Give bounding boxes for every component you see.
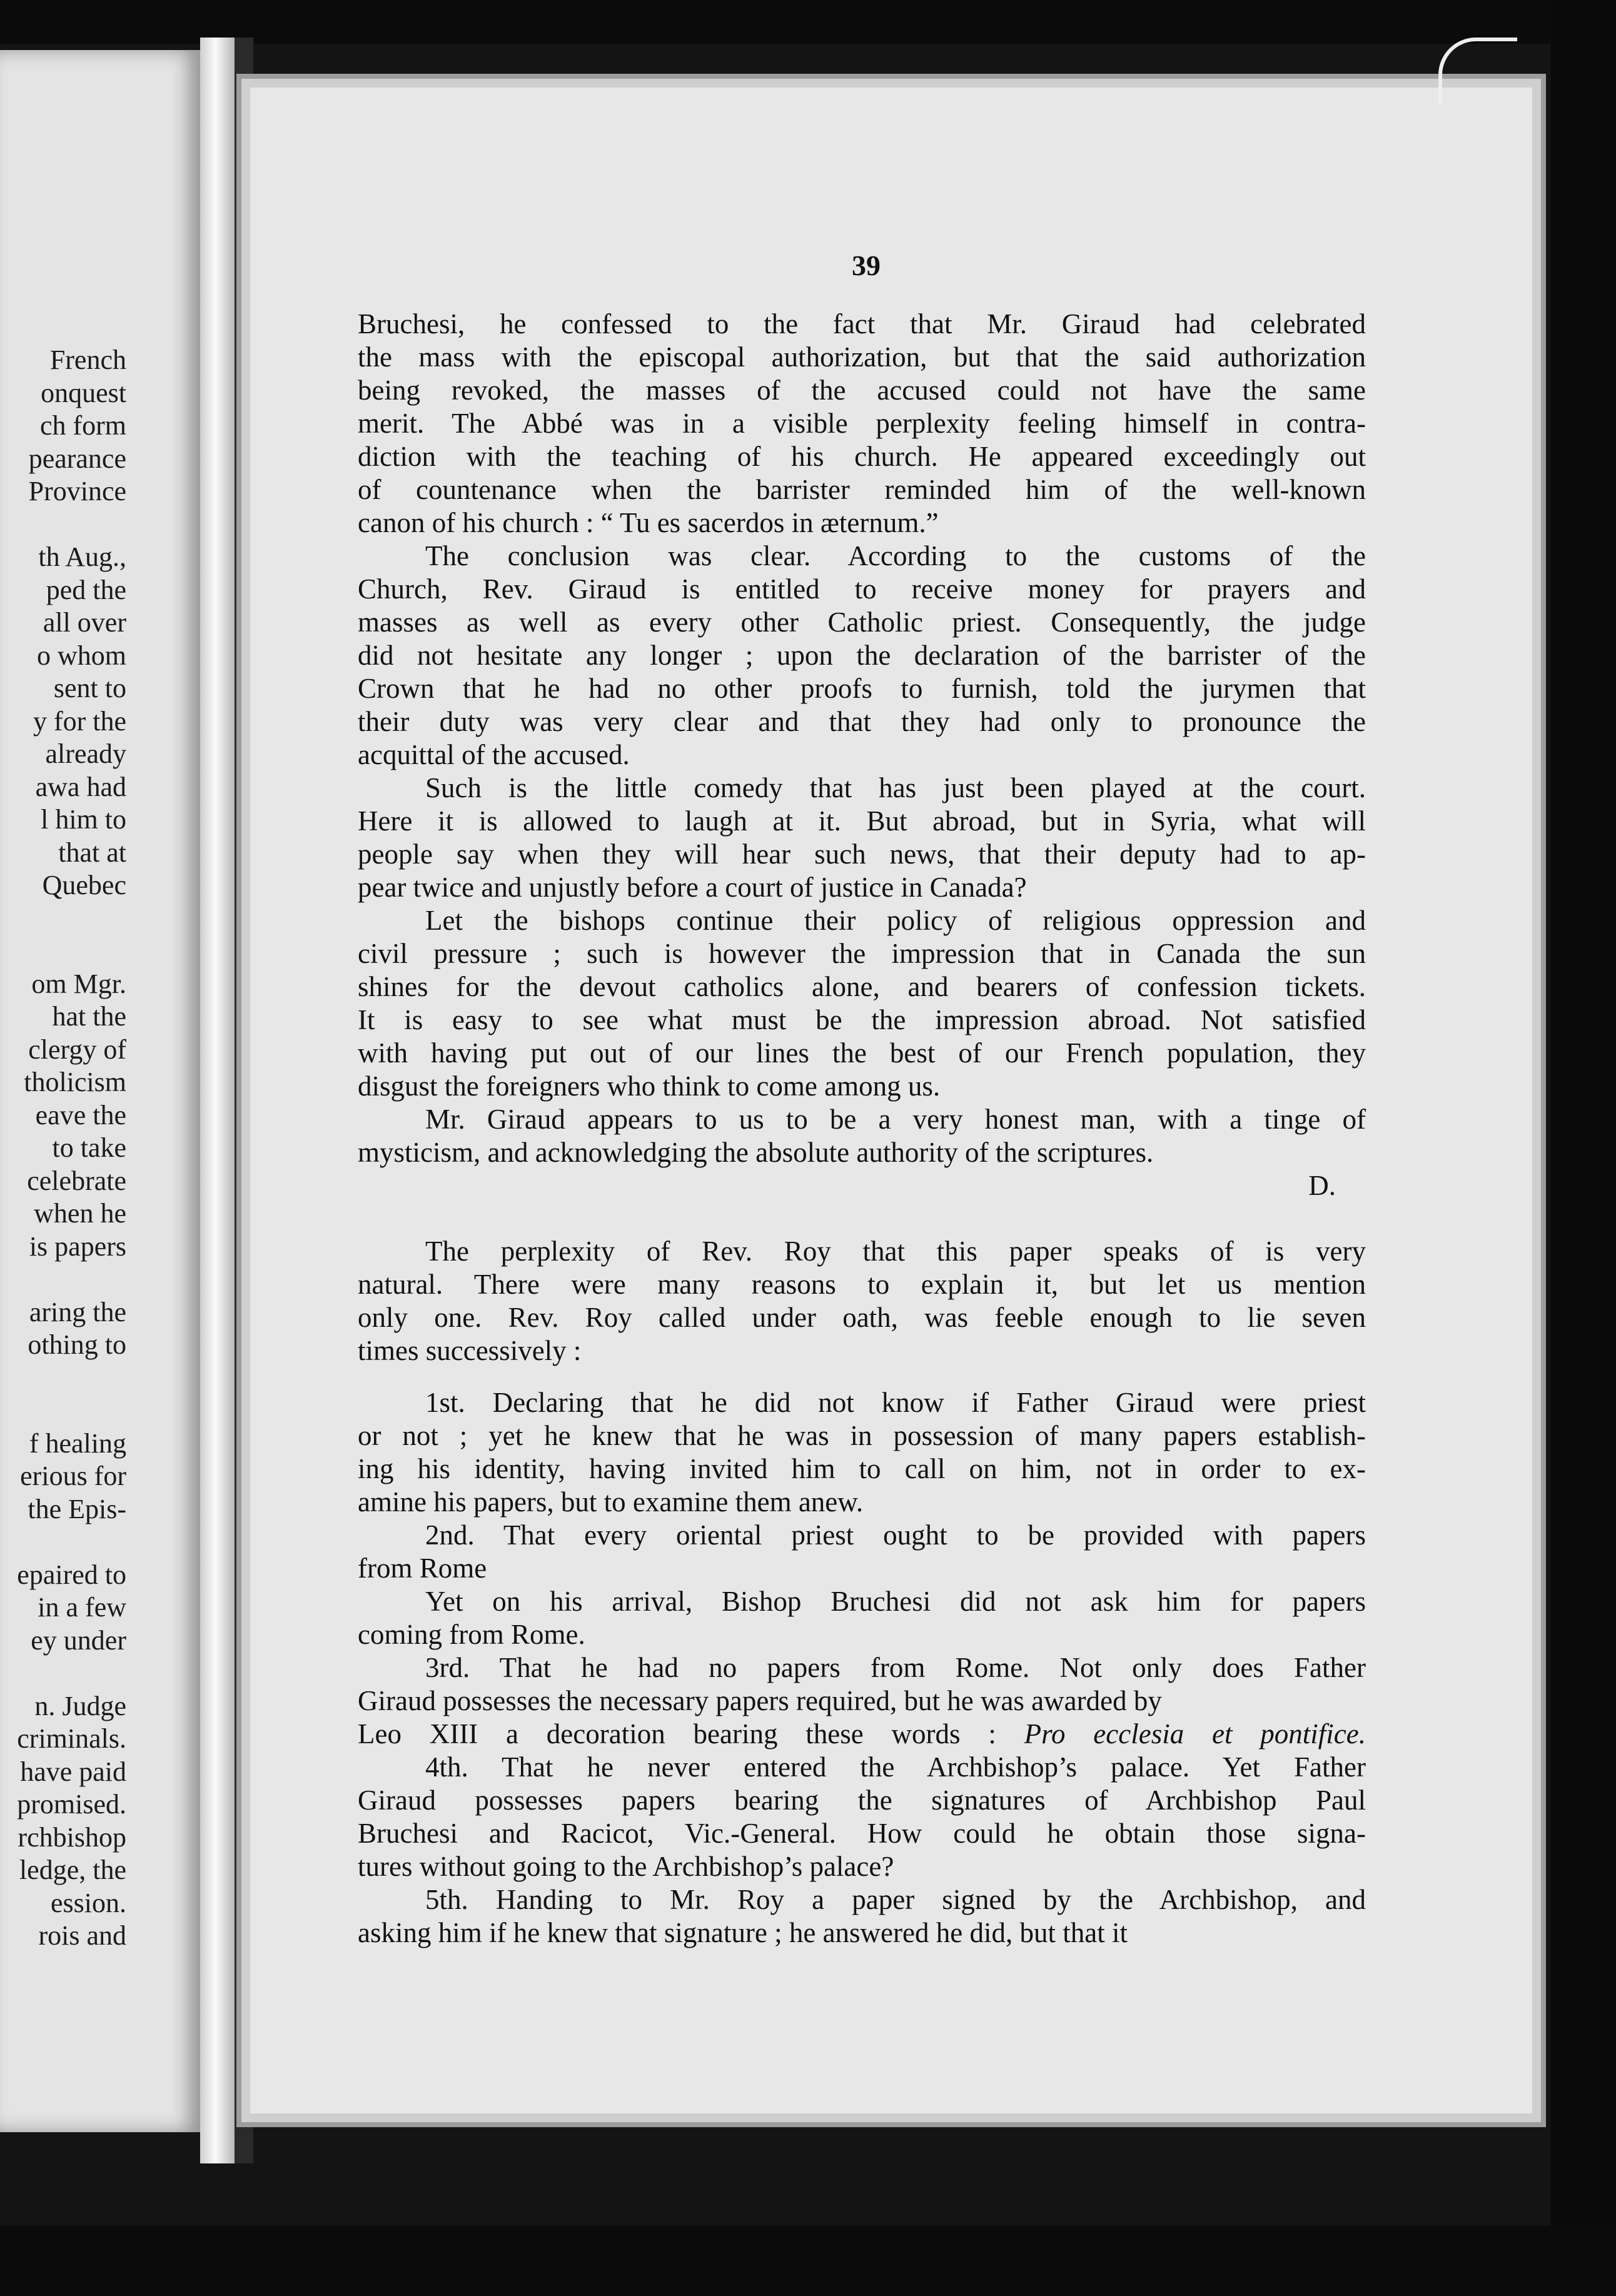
text-line: Crown that he had no other proofs to furnish, told the jurymen that xyxy=(358,673,1366,704)
text-line: diction with the teaching of his church. He appeared exceedingly out xyxy=(358,441,1366,472)
previous-page-line: the Epis- xyxy=(28,1493,126,1524)
previous-page-line: in a few xyxy=(38,1592,126,1623)
previous-page-text xyxy=(17,344,126,1953)
previous-page-line xyxy=(17,902,126,935)
text-line: The conclusion was clear. According to the customs of the xyxy=(425,540,1366,571)
text-line: Such is the little comedy that has just been played at the court. xyxy=(425,772,1366,803)
previous-page-line: promised. xyxy=(17,1789,126,1820)
previous-page-line: th Aug., xyxy=(38,541,126,572)
previous-page-line xyxy=(17,1657,126,1690)
previous-page-line: ession. xyxy=(51,1887,126,1918)
previous-page-strip xyxy=(0,50,200,2132)
previous-page-line: to take xyxy=(52,1132,126,1163)
latin-motto: Pro ecclesia et pontifice. xyxy=(1024,1718,1366,1750)
previous-page-line: o whom xyxy=(37,640,126,671)
text-line: only one. Rev. Roy called under oath, was feeble enough to lie seven xyxy=(358,1302,1366,1333)
text-line: natural. There were many reasons to explain it, but let us mention xyxy=(358,1269,1366,1300)
text-line: being revoked, the masses of the accused could not have the same xyxy=(358,375,1366,406)
text-line: 1st. Declaring that he did not know if Father Giraud were priest xyxy=(425,1387,1366,1418)
page-body xyxy=(358,308,1366,1950)
text-line: tures without going to the Archbishop’s palace? xyxy=(358,1851,894,1882)
previous-page-line: Quebec xyxy=(42,870,126,900)
previous-page-line: tholicism xyxy=(24,1067,126,1097)
paragraph xyxy=(358,540,1366,772)
previous-page-line: l him to xyxy=(41,804,126,835)
text-line: 5th. Handing to Mr. Roy a paper signed by the Archbishop, and xyxy=(425,1884,1366,1915)
film-border-bottom xyxy=(0,2226,1616,2296)
page-edge xyxy=(200,38,235,2163)
previous-page-line: othing to xyxy=(28,1329,126,1360)
previous-page-line: n. Judge xyxy=(34,1690,126,1721)
previous-page-line: that at xyxy=(58,837,126,868)
paragraph xyxy=(358,1751,1366,1883)
paragraph xyxy=(358,1883,1366,1950)
film-border-right xyxy=(1551,0,1616,2296)
paragraph xyxy=(358,1103,1366,1169)
previous-page-line: clergy of xyxy=(28,1034,126,1065)
previous-page-line: hat the xyxy=(52,1001,126,1032)
previous-page-line: awa had xyxy=(35,771,126,802)
paragraph xyxy=(358,1235,1366,1367)
text-line: Here it is allowed to laugh at it. But abroad, but in Syria, what will xyxy=(358,805,1366,837)
text-line: 2nd. That every oriental priest ought to be provided with papers xyxy=(425,1519,1366,1551)
previous-page-line: already xyxy=(45,738,126,769)
film-corner-mark xyxy=(1438,38,1517,104)
text-line: did not hesitate any longer ; upon the declaration of the barrister of the xyxy=(358,640,1366,671)
previous-page-line: all over xyxy=(43,607,126,638)
signature: D. xyxy=(1308,1170,1336,1201)
text-line: civil pressure ; such is however the impression that in Canada the sun xyxy=(358,938,1366,969)
text-line xyxy=(358,1718,1366,1751)
previous-page-line: erious for xyxy=(20,1461,126,1491)
text-line: their duty was very clear and that they had only to pronounce the xyxy=(358,706,1366,737)
paragraph xyxy=(358,308,1366,540)
spacer xyxy=(358,1367,1366,1386)
previous-page-line: have paid xyxy=(20,1756,126,1787)
previous-page-line: epaired to xyxy=(17,1559,126,1590)
text-line: It is easy to see what must be the impression abroad. Not satisfied xyxy=(358,1004,1366,1035)
text-line: masses as well as every other Catholic priest. Consequently, the judge xyxy=(358,607,1366,638)
text-line-prefix: Leo XIII a decoration bearing these words : xyxy=(358,1718,1024,1750)
paragraph xyxy=(358,1585,1366,1651)
text-line: amine his papers, but to examine them anew. xyxy=(358,1486,864,1518)
text-line: asking him if he knew that signature ; he answered he did, but that it xyxy=(358,1917,1128,1948)
text-line: the mass with the episcopal authorization, but that the said authorization xyxy=(358,341,1366,373)
spacer xyxy=(358,1202,1366,1235)
paragraph xyxy=(358,1386,1366,1519)
text-line: pear twice and unjustly before a court of justice in Canada? xyxy=(358,872,1027,903)
text-line: from Rome xyxy=(358,1553,487,1584)
text-line: Mr. Giraud appears to us to be a very honest man, with a tinge of xyxy=(425,1104,1366,1135)
previous-page-line: French xyxy=(49,345,126,375)
text-line: Yet on his arrival, Bishop Bruchesi did not ask him for papers xyxy=(425,1586,1366,1617)
previous-page-line: aring the xyxy=(29,1296,126,1327)
text-line: with having put out of our lines the best of our French population, they xyxy=(358,1037,1366,1069)
text-line: Giraud possesses the necessary papers required, but he was awarded by xyxy=(358,1685,1162,1716)
paragraph xyxy=(358,772,1366,904)
previous-page-line: ped the xyxy=(46,574,126,605)
text-line: shines for the devout catholics alone, and bearers of confession tickets. xyxy=(358,971,1366,1002)
paragraph xyxy=(358,904,1366,1103)
text-line: of countenance when the barrister reminded him of the well-known xyxy=(358,474,1366,505)
previous-page-line: criminals. xyxy=(17,1723,126,1754)
previous-page-line xyxy=(17,935,126,968)
previous-page-line: pearance xyxy=(28,443,126,474)
text-line: The perplexity of Rev. Roy that this paper speaks of is very xyxy=(425,1236,1366,1267)
previous-page-line: celebrate xyxy=(27,1165,126,1196)
text-line: people say when they will hear such news, that their deputy had to ap- xyxy=(358,838,1366,870)
previous-page-line: eave the xyxy=(35,1099,126,1130)
text-line: canon of his church : “ Tu es sacerdos in æternum.” xyxy=(358,507,939,538)
text-line: or not ; yet he knew that he was in possession of many papers establish- xyxy=(358,1420,1366,1451)
previous-page-line xyxy=(17,1263,126,1296)
text-line: Let the bishops continue their policy of religious oppression and xyxy=(425,905,1366,936)
previous-page-line xyxy=(17,1526,126,1559)
page-number: 39 xyxy=(852,249,881,281)
previous-page-line: rois and xyxy=(38,1920,126,1951)
text-line: ing his identity, having invited him to call on him, not in order to ex- xyxy=(358,1453,1366,1484)
previous-page-line: Province xyxy=(28,476,126,506)
text-line: Bruchesi, he confessed to the fact that Mr. Giraud had celebrated xyxy=(358,308,1366,340)
previous-page-line: rchbishop xyxy=(18,1821,126,1853)
text-line: times successively : xyxy=(358,1335,582,1366)
text-line: coming from Rome. xyxy=(358,1619,585,1650)
text-line: merit. The Abbé was in a visible perplexity feeling himself in contra- xyxy=(358,408,1366,439)
previous-page-line: f healing xyxy=(29,1427,126,1459)
previous-page-line: om Mgr. xyxy=(31,968,126,999)
text-line: 3rd. That he had no papers from Rome. Not only does Father xyxy=(425,1652,1366,1683)
text-line: 4th. That he never entered the Archbishop’s palace. Yet Father xyxy=(425,1751,1366,1783)
text-line: Bruchesi and Racicot, Vic.-General. How could he obtain those signa- xyxy=(358,1818,1366,1849)
previous-page-line: y for the xyxy=(33,705,126,737)
document-page xyxy=(250,88,1532,2113)
previous-page-line: is papers xyxy=(29,1231,126,1262)
signature-block xyxy=(358,1169,1366,1202)
text-line: Giraud possesses papers bearing the signatures of Archbishop Paul xyxy=(358,1785,1366,1816)
previous-page-line: ch form xyxy=(39,410,126,441)
paragraph xyxy=(358,1718,1366,1751)
paragraph xyxy=(358,1651,1366,1718)
previous-page-line: onquest xyxy=(41,377,126,408)
paragraph xyxy=(358,1519,1366,1585)
previous-page-line: ledge, the xyxy=(19,1855,126,1885)
text-line: Church, Rev. Giraud is entitled to receive money for prayers and xyxy=(358,573,1366,605)
previous-page-line: ey under xyxy=(31,1624,126,1656)
text-line: acquittal of the accused. xyxy=(358,739,630,770)
text-line: mysticism, and acknowledging the absolute authority of the scriptures. xyxy=(358,1137,1154,1168)
text-line: disgust the foreigners who think to come among us. xyxy=(358,1070,941,1102)
previous-page-line xyxy=(17,1362,126,1395)
previous-page-line xyxy=(17,508,126,541)
previous-page-line: when he xyxy=(34,1198,126,1229)
previous-page-line xyxy=(17,1394,126,1427)
previous-page-line: sent to xyxy=(53,673,126,703)
